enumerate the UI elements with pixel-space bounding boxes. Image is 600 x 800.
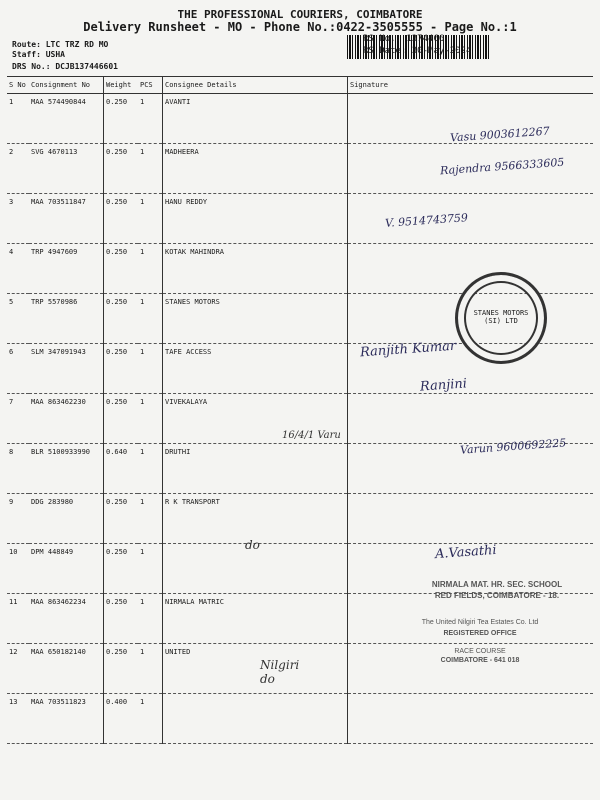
cell-sno: 7 bbox=[7, 394, 29, 444]
rs-number: RS No.: 1374466 bbox=[363, 34, 445, 44]
cell-weight: 0.250 bbox=[104, 94, 139, 144]
stanes-stamp bbox=[455, 272, 547, 364]
cell-consignee: KOTAK MAHINDRA bbox=[163, 244, 348, 294]
cell-consignment: MAA 863462230 bbox=[29, 394, 104, 444]
cell-consignee: MADHEERA bbox=[163, 144, 348, 194]
cell-sno: 13 bbox=[7, 694, 29, 744]
cell-pcs: 1 bbox=[138, 94, 163, 144]
cell-pcs: 1 bbox=[138, 544, 163, 594]
cell-pcs: 1 bbox=[138, 444, 163, 494]
cell-weight: 0.250 bbox=[104, 494, 139, 544]
cell-consignee: AVANTI bbox=[163, 94, 348, 144]
cell-weight: 0.250 bbox=[104, 644, 139, 694]
cell-consignment: MAA 863462234 bbox=[29, 594, 104, 644]
staff-label: Staff: USHA bbox=[12, 50, 65, 59]
cell-sno: 1 bbox=[7, 94, 29, 144]
runsheet-table bbox=[7, 76, 593, 744]
cell-sno: 8 bbox=[7, 444, 29, 494]
cell-consignee: NIRMALA MATRIC bbox=[163, 594, 348, 644]
cell-weight: 0.250 bbox=[104, 544, 139, 594]
col-weight: Weight bbox=[104, 77, 139, 94]
handwritten-ranjini: Ranjini bbox=[419, 376, 468, 395]
route-label: Route: LTC TRZ RD MO bbox=[12, 40, 109, 49]
united-stamp-line2: REGISTERED OFFICE bbox=[443, 630, 517, 637]
cell-consignee: HANU REDDY bbox=[163, 194, 348, 244]
cell-consignment: TRP 5570986 bbox=[29, 294, 104, 344]
cell-weight: 0.250 bbox=[104, 594, 139, 644]
cell-consignment: MAA 703511847 bbox=[29, 194, 104, 244]
nirmala-stamp-line2: RED FIELDS, COIMBATORE - 18. bbox=[434, 591, 560, 600]
handwritten-nilgiri: Nilgiri do bbox=[260, 658, 300, 686]
cell-consignment: SLM 347091943 bbox=[29, 344, 104, 394]
cell-pcs: 1 bbox=[138, 244, 163, 294]
cell-consignee-empty bbox=[163, 694, 348, 744]
handwritten-vasathi: A.Vasathi bbox=[434, 542, 498, 563]
cell-sno: 4 bbox=[7, 244, 29, 294]
cell-consignee: TAFE ACCESS bbox=[163, 344, 348, 394]
cell-weight: 0.250 bbox=[104, 144, 139, 194]
cell-consignment: MAA 650182140 bbox=[29, 644, 104, 694]
cell-sno: 2 bbox=[7, 144, 29, 194]
col-signature: Signature bbox=[348, 77, 594, 94]
stanes-stamp-text: STANES MOTORS (SI) LTD bbox=[473, 309, 529, 325]
cell-weight: 0.250 bbox=[104, 394, 139, 444]
cell-pcs: 1 bbox=[138, 194, 163, 244]
cell-sno: 5 bbox=[7, 294, 29, 344]
handwritten-do: do bbox=[245, 538, 260, 552]
cell-consignee: STANES MOTORS bbox=[163, 294, 348, 344]
cell-pcs: 1 bbox=[138, 594, 163, 644]
table-row bbox=[7, 194, 593, 244]
cell-pcs: 1 bbox=[138, 694, 163, 744]
cell-consignment: DDG 283980 bbox=[29, 494, 104, 544]
col-pcs: PCS bbox=[138, 77, 163, 94]
cell-pcs: 1 bbox=[138, 644, 163, 694]
cell-consignment: TRP 4947609 bbox=[29, 244, 104, 294]
table-header bbox=[7, 77, 593, 94]
col-consignment: Consignment No bbox=[29, 77, 104, 94]
cell-signature bbox=[348, 694, 594, 744]
table-row bbox=[7, 694, 593, 744]
cell-signature bbox=[348, 494, 594, 544]
cell-pcs: 1 bbox=[138, 494, 163, 544]
drs-number: DRS No.: DCJB137446601 bbox=[12, 62, 118, 71]
united-stamp-line1: The United Nilgiri Tea Estates Co. Ltd bbox=[421, 619, 539, 626]
table-row bbox=[7, 494, 593, 544]
cell-consignment: SVG 4670113 bbox=[29, 144, 104, 194]
nirmala-stamp-line1: NIRMALA MAT. HR. SEC. SCHOOL bbox=[431, 580, 563, 589]
cell-weight: 0.250 bbox=[104, 244, 139, 294]
cell-consignee: VIVEKALAYA bbox=[163, 394, 348, 444]
cell-consignee: R K TRANSPORT bbox=[163, 494, 348, 544]
cell-consignee: DRUTHI bbox=[163, 444, 348, 494]
cell-consignment: MAA 703511823 bbox=[29, 694, 104, 744]
cell-consignment: BLR 5100933990 bbox=[29, 444, 104, 494]
cell-sno: 10 bbox=[7, 544, 29, 594]
handwritten-vasu: Vasu 9003612267 bbox=[449, 124, 551, 145]
cell-pcs: 1 bbox=[138, 344, 163, 394]
cell-weight: 0.640 bbox=[104, 444, 139, 494]
cell-sno: 12 bbox=[7, 644, 29, 694]
cell-sno: 3 bbox=[7, 194, 29, 244]
united-stamp-line4: COIMBATORE - 641 018 bbox=[440, 657, 520, 664]
cell-weight: 0.400 bbox=[104, 694, 139, 744]
cell-consignment: DPM 448849 bbox=[29, 544, 104, 594]
cell-consignment: MAA 574490844 bbox=[29, 94, 104, 144]
cell-sno: 11 bbox=[7, 594, 29, 644]
handwritten-date: 16/4/1 Varu bbox=[282, 430, 341, 441]
cell-pcs: 1 bbox=[138, 144, 163, 194]
cell-consignee: UNITED bbox=[163, 644, 348, 694]
handwritten-v-signature: V. 9514743759 bbox=[384, 211, 469, 230]
cell-sno: 6 bbox=[7, 344, 29, 394]
handwritten-ranjith: Ranjith Kumar bbox=[359, 338, 457, 361]
handwritten-varun: Varun 9600692225 bbox=[459, 436, 567, 457]
col-consignee: Consignee Details bbox=[163, 77, 348, 94]
handwritten-rajendra: Rajendra 9566333605 bbox=[439, 155, 565, 178]
rs-date: RS Date: 30-May-2024 bbox=[363, 46, 472, 56]
cell-sno: 9 bbox=[7, 494, 29, 544]
cell-pcs: 1 bbox=[138, 294, 163, 344]
cell-pcs: 1 bbox=[138, 394, 163, 444]
company-title: THE PROFESSIONAL COURIERS, COIMBATORE bbox=[177, 8, 423, 21]
runsheet-subtitle: Delivery Runsheet - MO - Phone No.:0422-3505555 - Page No.:1 bbox=[83, 20, 517, 34]
united-stamp-line3: RACE COURSE bbox=[454, 648, 506, 655]
col-sno: S No bbox=[7, 77, 29, 94]
cell-weight: 0.250 bbox=[104, 294, 139, 344]
cell-weight: 0.250 bbox=[104, 344, 139, 394]
cell-weight: 0.250 bbox=[104, 194, 139, 244]
